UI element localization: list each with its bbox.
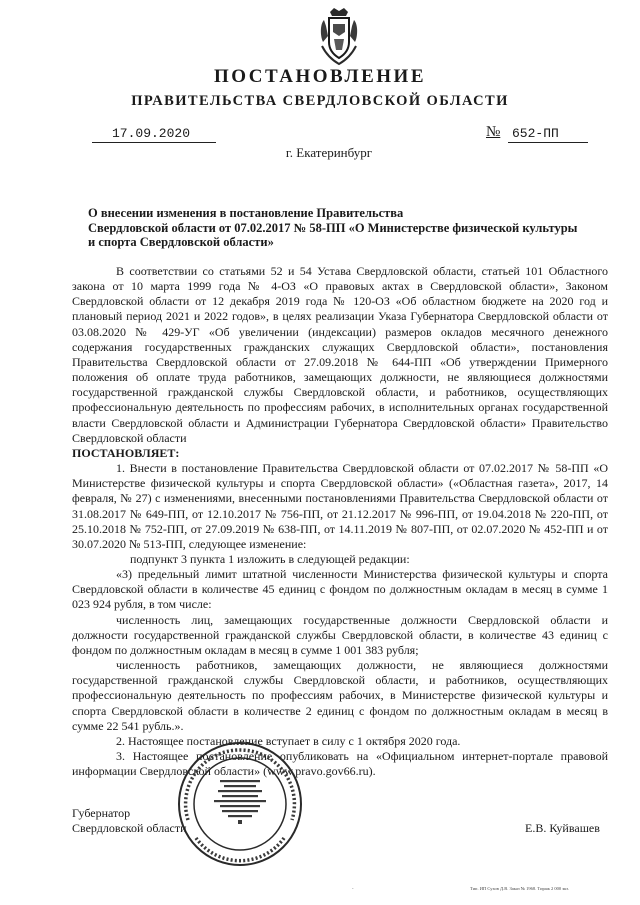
signatory-name: Е.В. Куйвашев <box>525 821 600 835</box>
preamble-paragraph: В соответствии со статьями 52 и 54 Устава Свердловской области, статьей 101 Областного закона от 10 марта 1999 года № 4-ОЗ «О правовых актах в Свердловской области», Законом Свердловской области от 12 декабря 2019 года № 120-ОЗ «Об областном бюджете на 2020 год и плановый период 2021 и 2022 годов», в целях реализации Указа Губернатора Свердловской области от 03.08.2020 № 429-УГ «Об увеличении (индексации) размеров окладов месячного денежного содержания государственных гражданских служащих Свердловской области», постановления Правительства Свердловской области от 27.09.2018 № 644-ПП «Об утверждении Примерного положения об оплате труда работников, замещающих должности, не являющиеся должностями государственной гражданской службы Свердловской области, и работников, осуществляющих профессиональную деятельность по профессиям рабочих, в исполнительных органах государственной власти Свердловской области и Администрации Губернатора Свердловской области» Правительство Свердловской области <box>72 264 608 445</box>
subject-line: и спорта Свердловской области» <box>88 235 274 249</box>
signatory-title: Губернатор Свердловской области <box>72 806 187 835</box>
document-title: ПОСТАНОВЛЕНИЕ <box>213 66 427 87</box>
quote-paragraph-1: «3) предельный лимит штатной численности Министерства физической культуры и спорта Свердловской области в количестве 45 единиц с фондом по должностным окладам в месяц в сумме 1 023 924 рубля, в том числе: <box>72 567 608 612</box>
item-2-paragraph: 2. Настоящее постановление вступает в силу с 1 октября 2020 года. <box>116 733 461 748</box>
official-stamp <box>176 740 304 868</box>
print-imprint: Тип. ИП Сухов Д.В. Заказ № 1968. Тираж 2 000 экз. <box>470 886 570 891</box>
document-number: 652-ПП <box>508 126 588 143</box>
subject-line: О внесении изменения в постановление Правительства <box>88 206 404 220</box>
quote-paragraph-2: численность лиц, замещающих государственные должности Свердловской области и должности государственной гражданской службы Свердловской области, в количестве 43 единиц с фондом по должностным окладам в месяц в сумме 1 001 383 рубля; <box>72 612 608 657</box>
item-3-paragraph: 3. Настоящее постановление опубликовать на «Официальном интернет-портале правовой информации Свердловской области» (www.pravo.gov66.ru). <box>72 749 608 779</box>
item-1-subparagraph: подпункт 3 пункта 1 изложить в следующей редакции: <box>130 551 410 566</box>
document-body <box>72 264 608 779</box>
number-sign: № <box>486 124 501 140</box>
coat-of-arms-icon <box>318 6 360 66</box>
document-date: 17.09.2020 <box>92 126 216 143</box>
footer-mark: - <box>352 886 354 891</box>
quote-paragraph-3: численность работников, замещающих должности, не являющиеся должностями государственной гражданской службы Свердловской области, и работников, осуществляющих профессиональную деятельность по профессиям рабочих, в Министерстве физической культуры и спорта Свердловской области в количестве 2 единиц с фондом по должностным окладам в месяц в сумме 22 541 рубль.». <box>72 658 608 733</box>
resolves-heading: ПОСТАНОВЛЯЕТ: <box>72 445 180 460</box>
document-subject <box>70 206 590 250</box>
subject-line: Свердловской области от 07.02.2017 № 58-ПП «О Министерстве физической культуры <box>88 220 578 235</box>
city: г. Екатеринбург <box>285 145 373 160</box>
document-issuer: ПРАВИТЕЛЬСТВА СВЕРДЛОВСКОЙ ОБЛАСТИ <box>131 93 509 109</box>
item-1-paragraph: 1. Внести в постановление Правительства Свердловской области от 07.02.2017 № 58-ПП «О Министерстве физической культуры и спорта Свердловской области» («Областная газета», 2017, 14 февраля, № 27) с изменениями, внесенными постановлениями Правительства Свердловской области от 31.08.2017 № 649-ПП, от 12.10.2017 № 756-ПП, от 21.12.2017 № 996-ПП, от 19.04.2018 № 220-ПП, от 25.10.2018 № 752-ПП, от 27.09.2019 № 638-ПП, от 14.11.2019 № 807-ПП, от 02.07.2020 № 452-ПП и от 30.07.2020 № 513-ПП, следующее изменение: <box>72 461 608 551</box>
